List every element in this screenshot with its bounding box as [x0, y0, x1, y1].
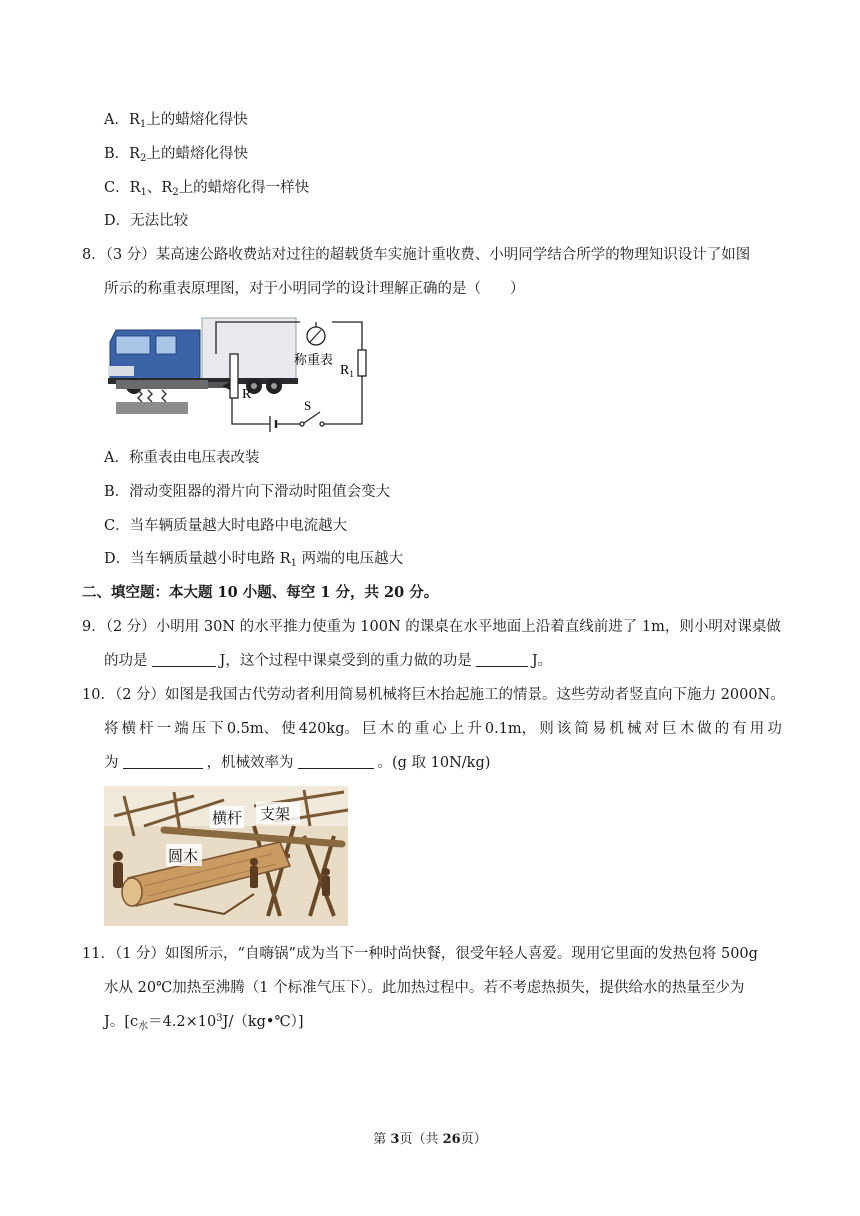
q10-line2-segment: 横 [121, 721, 137, 737]
q10-line2-segment: 木 [679, 721, 695, 737]
resistor-r1 [358, 350, 366, 376]
q10-line2-segment: 0.1m， [484, 721, 537, 737]
q10-line2-segment: 杆 [139, 721, 154, 737]
q10-ancient-lever-figure [104, 786, 348, 926]
page-number: 3 [390, 1132, 400, 1147]
q10-line2-segment: 升 [467, 721, 482, 737]
q8-weighing-circuit-figure [104, 312, 376, 436]
q11-stem-line2: 水从 20℃加热至沸腾（1 个标准气压下）。此加热过程中。若不考虑热损失，提供给水的热量至少为 [104, 980, 745, 996]
page-footer: 第 3页（共 26页） [373, 1132, 487, 1147]
lever-label: 横杆 [212, 809, 243, 827]
q9-stem-line2: 的功是 J，这个过程中课桌受到的重力做的功是 J。 [104, 653, 553, 669]
q8-stem-line1: 8．（3 分）某高速公路收费站对过往的超载货车实施计重收费、小明同学结合所学的物理知识设计了如图 [82, 247, 751, 263]
q10-line2-segment: 的 [397, 721, 412, 737]
q10-line2-segment: 巨 [362, 721, 377, 737]
switch-s-label: S [304, 398, 312, 413]
switch-s [300, 412, 324, 426]
support-label: 支架 [260, 805, 291, 823]
q9-blank-1 [152, 651, 216, 667]
q9-blank-2 [476, 651, 528, 667]
q10-line2-segment: 有 [732, 721, 747, 737]
q10-line2-segment: 重 [414, 721, 430, 737]
q10-line2-segment: 一 [156, 721, 172, 737]
scale-platform [116, 380, 228, 414]
q8-option-c: C．当车辆质量越大时电路中电流越大 [104, 518, 348, 534]
q10-line2-segment: 将 [104, 721, 119, 737]
q8-option-b: B．滑动变阻器的滑片向下滑动时阻值会变大 [104, 484, 391, 500]
battery [270, 416, 276, 432]
q10-line2-segment: 压 [191, 721, 207, 737]
q7-option-b: B．$R_2$上的蜡熔化得快 [104, 146, 248, 164]
resistor-r1-label: $R_1$ [340, 363, 354, 379]
rheostat-r-label: R [242, 387, 252, 402]
q10-line2-segment: 0.5m、 [226, 721, 279, 737]
q7-option-a: A．$R_1$上的蜡熔化得快 [104, 112, 248, 130]
q10-line2-segment: 巨 [662, 721, 677, 737]
q11-stem-line3: J。$[c_水=4.2\times 10^3J/(kg•℃)]$ [104, 1013, 304, 1032]
q10-blank-2 [298, 753, 374, 769]
q10-line2-segment: 易 [591, 721, 607, 737]
q10-line2-segment: 木 [379, 721, 395, 737]
log-label: 圆木 [168, 847, 199, 865]
q10-line2-segment: 该 [556, 721, 572, 737]
q7-option-d: D．无法比较 [104, 213, 189, 229]
q10-line2-segment: 使 [281, 721, 296, 737]
q10-line2-segment: 机 [609, 721, 624, 737]
q10-line2-segment: 的 [714, 721, 730, 737]
q10-line2-segment: 对 [644, 721, 659, 737]
q7-option-c: C．$R_1$、$R_2$上的蜡熔化得一样快 [104, 180, 310, 198]
q10-line2-segment: 则 [539, 721, 554, 737]
q8-option-d: D．当车辆质量越小时电路 $R_1$ 两端的电压越大 [104, 551, 404, 569]
q10-line2-segment: 用 [749, 721, 765, 737]
q10-stem-line1: 10．（2 分）如图是我国古代劳动者利用简易机械将巨木抬起施工的情景。这些劳动者竖直向下施力 2000N。 [82, 687, 785, 703]
weighing-meter [300, 322, 332, 345]
section-2-heading: 二、填空题：本大题 10 小题、每空 1 分，共 20 分。 [82, 584, 439, 601]
q9-stem-line1: 9．（2 分）小明用 30N 的水平推力使重为 100N 的课桌在水平地面上沿着直线前进了 1m，则小明对课桌做 [82, 619, 781, 635]
total-pages: 26 [442, 1132, 461, 1147]
q10-line2-segment: 420kg。 [298, 721, 359, 737]
q10-line2-segment: 简 [574, 721, 589, 737]
q8-stem-line2: 所示的称重表原理图，对于小明同学的设计理解正确的是（ ） [104, 281, 525, 297]
q11-stem-line1: 11．（1 分）如图所示，“自嗨锅”成为当下一种时尚快餐，很受年轻人喜爱。现用它里面的发热包将 500g [82, 946, 758, 962]
q10-stem-line2 [104, 719, 782, 739]
q10-blank-1 [123, 753, 203, 769]
q10-line2-segment: 做 [697, 721, 712, 737]
q10-line2-segment: 下 [209, 721, 224, 737]
q10-stem-line3: 为 ，机械效率为 。(g 取 10N/kg) [104, 755, 491, 771]
meter-label: 称重表 [294, 353, 334, 368]
q10-line2-segment: 端 [174, 721, 189, 737]
q8-option-a: A．称重表由电压表改装 [104, 450, 260, 466]
q10-line2-segment: 械 [626, 721, 642, 737]
q10-line2-segment: 上 [449, 721, 465, 737]
q10-line2-segment: 功 [767, 721, 782, 737]
q10-line2-segment: 心 [432, 721, 447, 737]
